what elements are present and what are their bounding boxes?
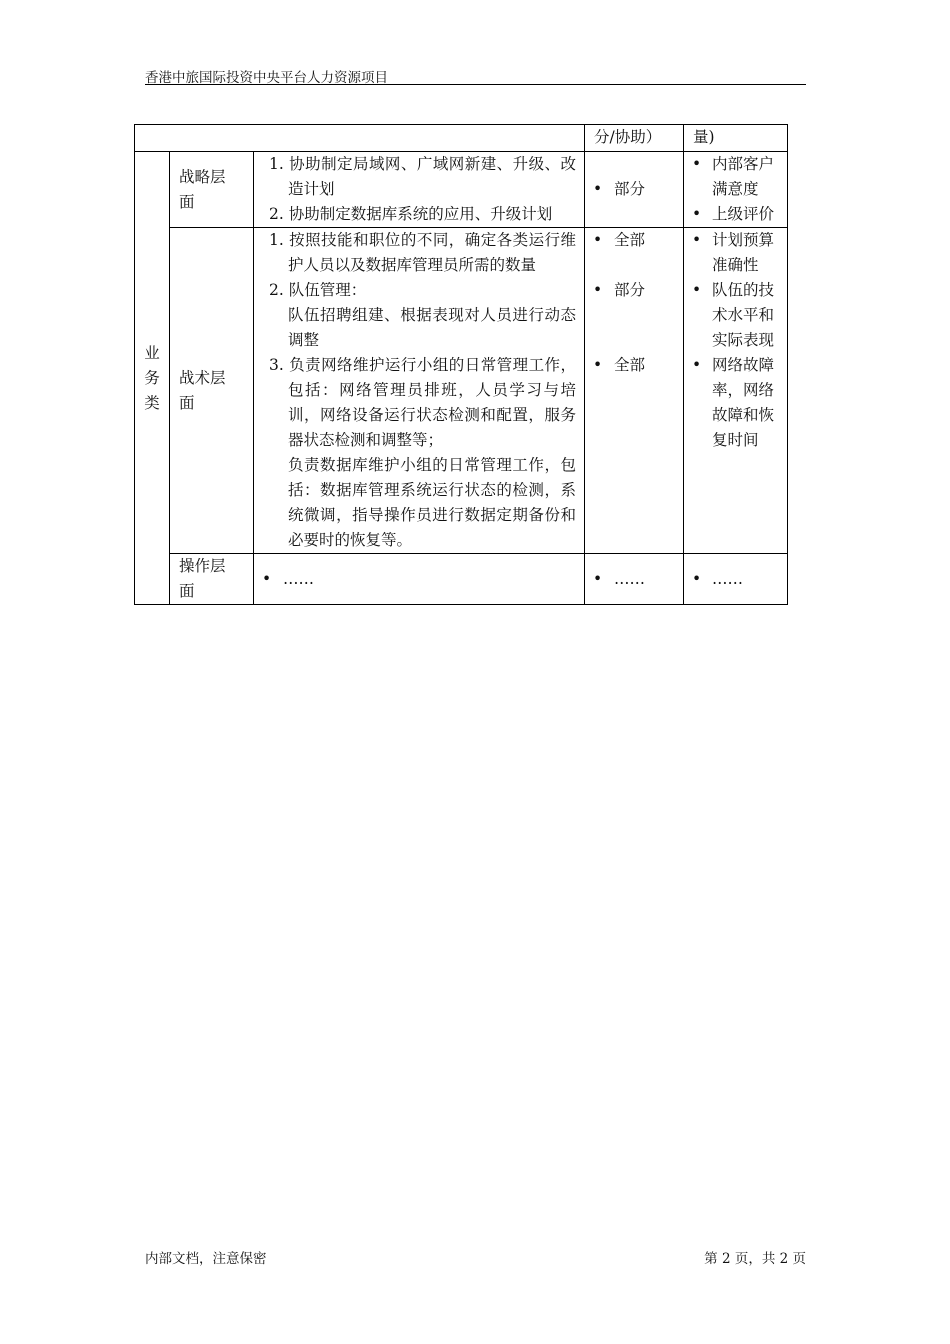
responsibility-cell-strategic [585, 152, 684, 228]
table-header-row [135, 125, 788, 152]
measure-cell-tactical [684, 228, 788, 554]
tasks-cell-strategic [254, 152, 585, 228]
responsibility-item: • 全部 [585, 353, 683, 378]
measure-item: • 队伍的技术水平和实际表现 [684, 278, 787, 353]
task-item: 3. 负责网络维护运行小组的日常管理工作，包括：网络管理员排班，人员学习与培训，网络设备运行状态检测和配置，服务器状态检测和调整等； [269, 356, 576, 449]
footer-page-number: 第 2 页，共 2 页 [704, 1251, 806, 1267]
responsibility-item: • …… [585, 567, 683, 592]
page-header: 香港中旅国际投资中央平台人力资源项目 [145, 70, 388, 86]
tasks-cell-tactical [254, 228, 585, 554]
level-label-tactical: 战术层面 [179, 368, 226, 412]
header-responsibility-cell: 分/协助） [585, 125, 684, 152]
category-cell [135, 152, 170, 605]
level-cell-operational [170, 554, 254, 605]
measure-item: • 上级评价 [684, 202, 787, 227]
measure-cell-operational [684, 554, 788, 605]
task-item: 1. 协助制定局域网、广域网新建、升级、改造计划 [269, 155, 576, 198]
task-item: 1. 按照技能和职位的不同，确定各类运行维护人员以及数据库管理员所需的数量 [269, 231, 576, 274]
level-label-operational: 操作层面 [179, 557, 226, 600]
task-item: • …… [254, 567, 584, 592]
task-item: 2. 协助制定数据库系统的应用、升级计划 [269, 205, 553, 223]
measure-cell-strategic [684, 152, 788, 228]
level-cell-tactical [170, 228, 254, 554]
task-item-detail: 队伍招聘组建、根据表现对人员进行动态调整 [288, 306, 576, 349]
measure-item: • 内部客户满意度 [684, 152, 787, 202]
header-measure-cell: 量) [684, 125, 788, 152]
measure-item: • 计划预算准确性 [684, 228, 787, 278]
responsibility-cell-tactical [585, 228, 684, 554]
task-item-detail: 负责数据库维护小组的日常管理工作，包括：数据库管理系统运行状态的检测，系统微调，指导操作员进行数据定期备份和必要时的恢复等。 [288, 456, 576, 549]
header-blank-cell [135, 125, 585, 152]
header-rule [145, 84, 806, 85]
tasks-cell-operational [254, 554, 585, 605]
task-item: 2. 队伍管理： [269, 281, 367, 299]
table-row-strategic [135, 152, 788, 228]
table-row-operational [135, 554, 788, 605]
responsibility-item: • 部分 [585, 278, 683, 353]
measure-item: • …… [684, 567, 787, 592]
measure-item: • 网络故障率，网络故障和恢复时间 [684, 353, 787, 453]
level-cell-strategic [170, 152, 254, 228]
responsibility-table [134, 124, 788, 605]
responsibility-item: • 部分 [585, 177, 683, 202]
footer-confidential: 内部文档，注意保密 [145, 1251, 267, 1267]
table-row-tactical [135, 228, 788, 554]
category-label: 业务类 [144, 343, 160, 412]
level-label-strategic: 战略层面 [179, 167, 226, 211]
responsibility-cell-operational [585, 554, 684, 605]
responsibility-item: • 全部 [585, 228, 683, 278]
